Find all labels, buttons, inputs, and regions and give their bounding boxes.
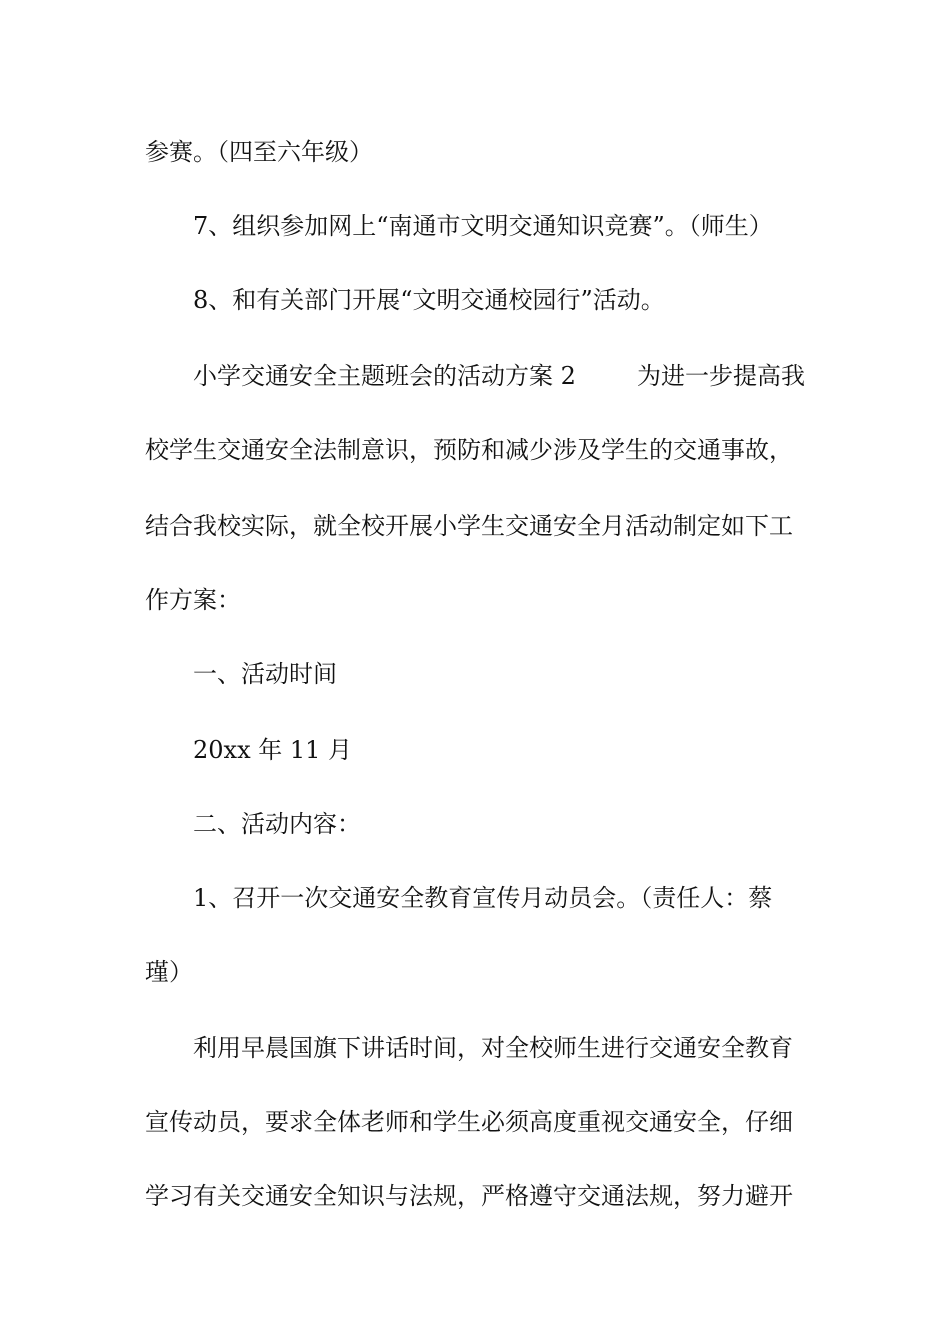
text-line-16: 学习有关交通安全知识与法规，严格遵守交通法规，努力避开 bbox=[145, 1182, 793, 1210]
text-line-5: 校学生交通安全法制意识，预防和减少涉及学生的交通事故， bbox=[145, 436, 793, 464]
text-line-7: 作方案： bbox=[145, 586, 241, 614]
section-title: 小学交通安全主题班会的活动方案 2 bbox=[193, 362, 576, 390]
text-line-14: 利用早晨国旗下讲话时间，对全校师生进行交通安全教育 bbox=[193, 1034, 793, 1062]
heading-activity-content: 二、活动内容： bbox=[193, 810, 361, 838]
text-line-4b: 为进一步提高我 bbox=[637, 362, 805, 390]
text-line-3: 8、和有关部门开展“文明交通校园行”活动。 bbox=[193, 286, 665, 314]
text-line-2: 7、组织参加网上“南通市文明交通知识竞赛”。（师生） bbox=[193, 212, 773, 240]
text-line-15: 宣传动员，要求全体老师和学生必须高度重视交通安全，仔细 bbox=[145, 1108, 793, 1136]
text-line-13: 瑾） bbox=[145, 958, 193, 986]
activity-date: 20xx 年 11 月 bbox=[193, 736, 353, 764]
text-line-6: 结合我校实际，就全校开展小学生交通安全月活动制定如下工 bbox=[145, 512, 793, 540]
text-line-12: 1、召开一次交通安全教育宣传月动员会。（责任人：蔡 bbox=[193, 884, 773, 912]
heading-activity-time: 一、活动时间 bbox=[193, 660, 337, 688]
text-line-1: 参赛。（四至六年级） bbox=[145, 138, 373, 166]
